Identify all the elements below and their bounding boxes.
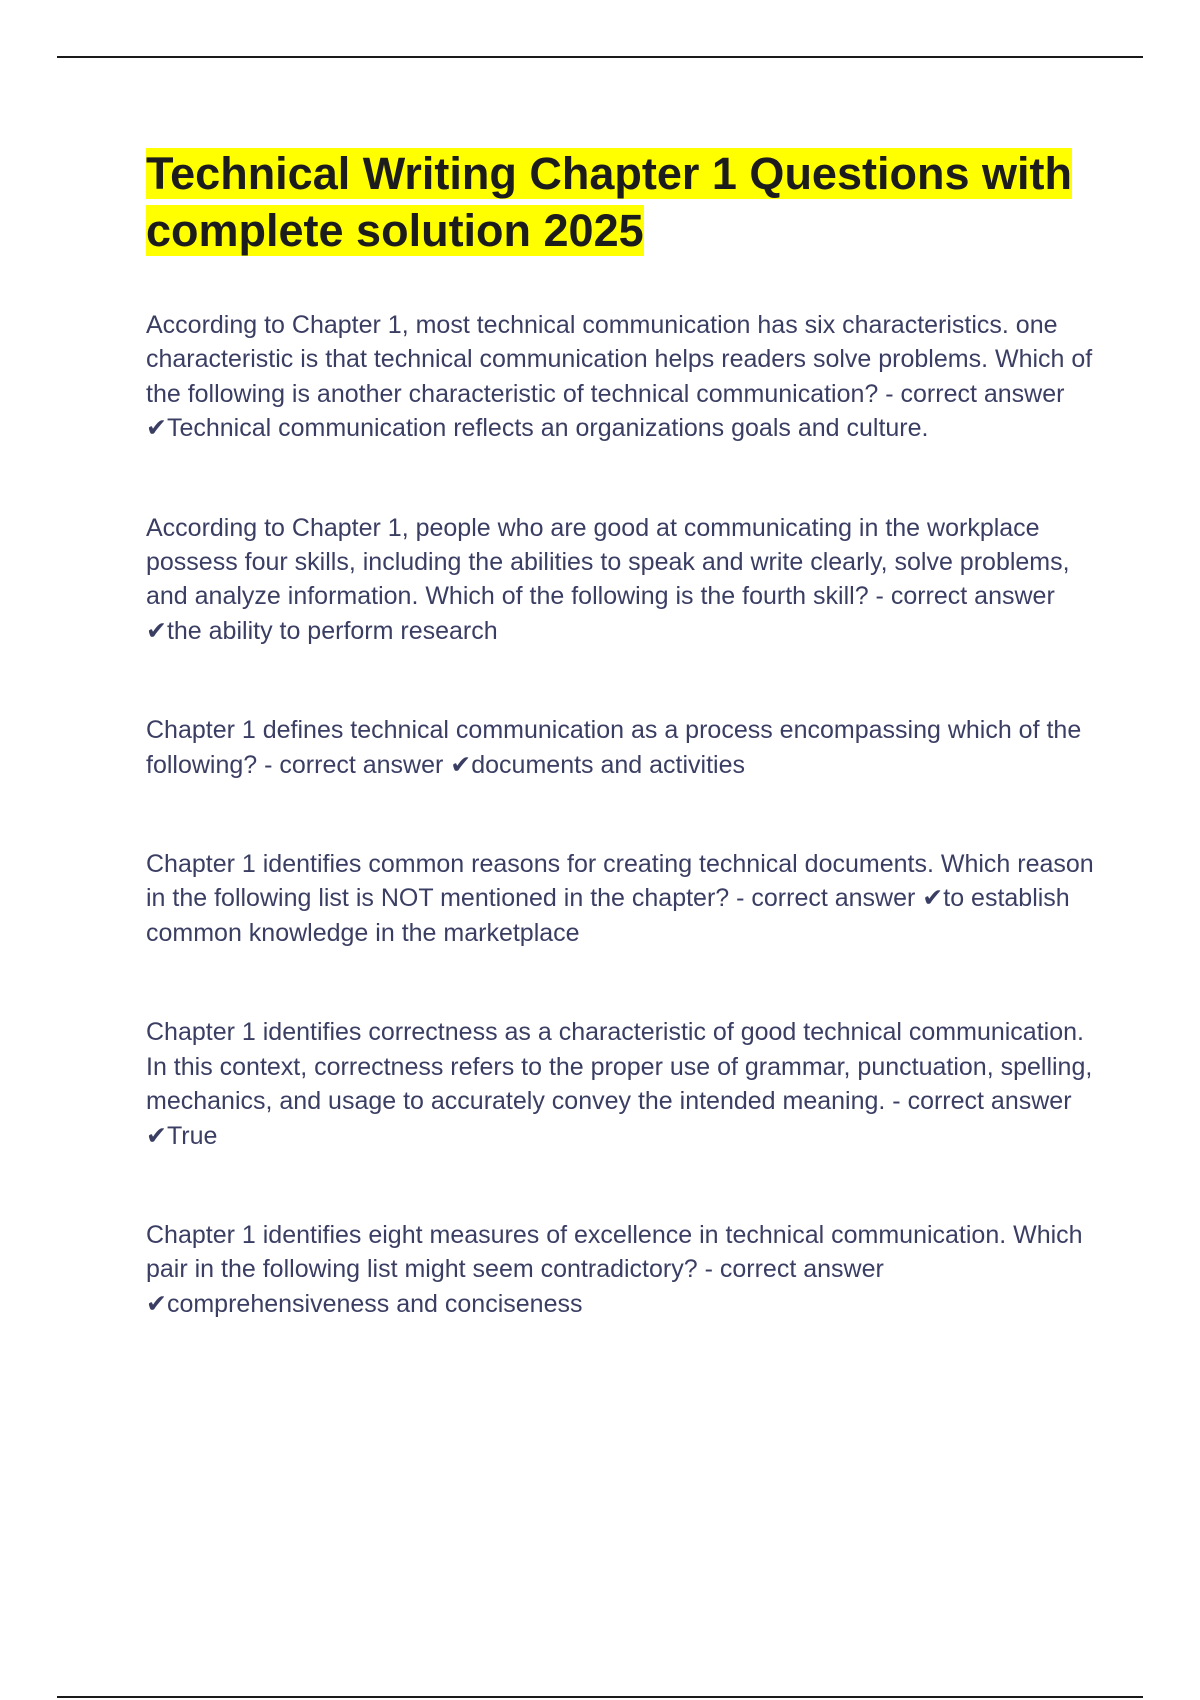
answer-text: documents and activities [471, 750, 746, 779]
question-text: Chapter 1 defines technical communication as a process encompassing which of the following? [146, 716, 1082, 779]
answer-text: to establish common knowledge in the marketplace [146, 884, 1070, 947]
answer-separator: - correct answer [885, 1087, 1072, 1116]
question-text: Chapter 1 identifies common reasons for creating technical documents. Which reason in the following list is NOT mentioned in the chapter? [146, 850, 1094, 913]
question-text: According to Chapter 1, most technical communication has six characteristics. one characteristic is that technical communication helps readers solve problems. Which of the following is another characteristic of technical communication? [146, 311, 1093, 408]
qa-item-3 [146, 713, 1096, 782]
question-text: Chapter 1 identifies eight measures of excellence in technical communication. Which pair in the following list might seem contradictory? [146, 1220, 1083, 1284]
answer-text: Technical communication reflects an organizations goals and culture. [166, 414, 929, 443]
qa-item-6 [146, 1218, 1096, 1321]
checkmark-icon: ✔ [146, 1289, 167, 1318]
top-rule [57, 56, 1143, 58]
qa-item-1 [146, 308, 1096, 446]
answer-text: comprehensiveness and conciseness [166, 1289, 583, 1318]
title-highlight: Technical Writing Chapter 1 Questions with complete solution 2025 [146, 148, 1072, 256]
qa-item-4 [146, 847, 1096, 950]
question-text: Chapter 1 identifies correctness as a characteristic of good technical communication. In this context, correctness refers to the proper use of grammar, punctuation, spelling, mechanics, and usage to accurately convey the intended meaning. [146, 1018, 1093, 1116]
bottom-rule [57, 1696, 1143, 1698]
qa-item-5 [146, 1015, 1096, 1153]
document-body [146, 145, 1096, 1321]
answer-separator: - correct answer [878, 379, 1065, 408]
checkmark-icon: ✔ [146, 414, 167, 443]
checkmark-icon: ✔ [922, 884, 944, 913]
answer-separator: - correct answer [868, 582, 1055, 611]
document-title [146, 145, 1096, 259]
checkmark-icon: ✔ [146, 1121, 167, 1150]
question-text: According to Chapter 1, people who are good at communicating in the workplace possess four skills, including the abilities to speak and write clearly, solve problems, and analyze information. Which of the following is the fourth skill? [146, 513, 1070, 611]
qa-list [146, 308, 1096, 1321]
answer-text: True [166, 1121, 218, 1150]
answer-separator: - correct answer [729, 884, 923, 913]
checkmark-icon: ✔ [146, 616, 167, 645]
answer-separator: - correct answer [697, 1255, 884, 1284]
answer-separator: - correct answer [257, 750, 451, 779]
checkmark-icon: ✔ [450, 750, 472, 779]
qa-item-2 [146, 511, 1096, 649]
answer-text: the ability to perform research [166, 616, 498, 645]
